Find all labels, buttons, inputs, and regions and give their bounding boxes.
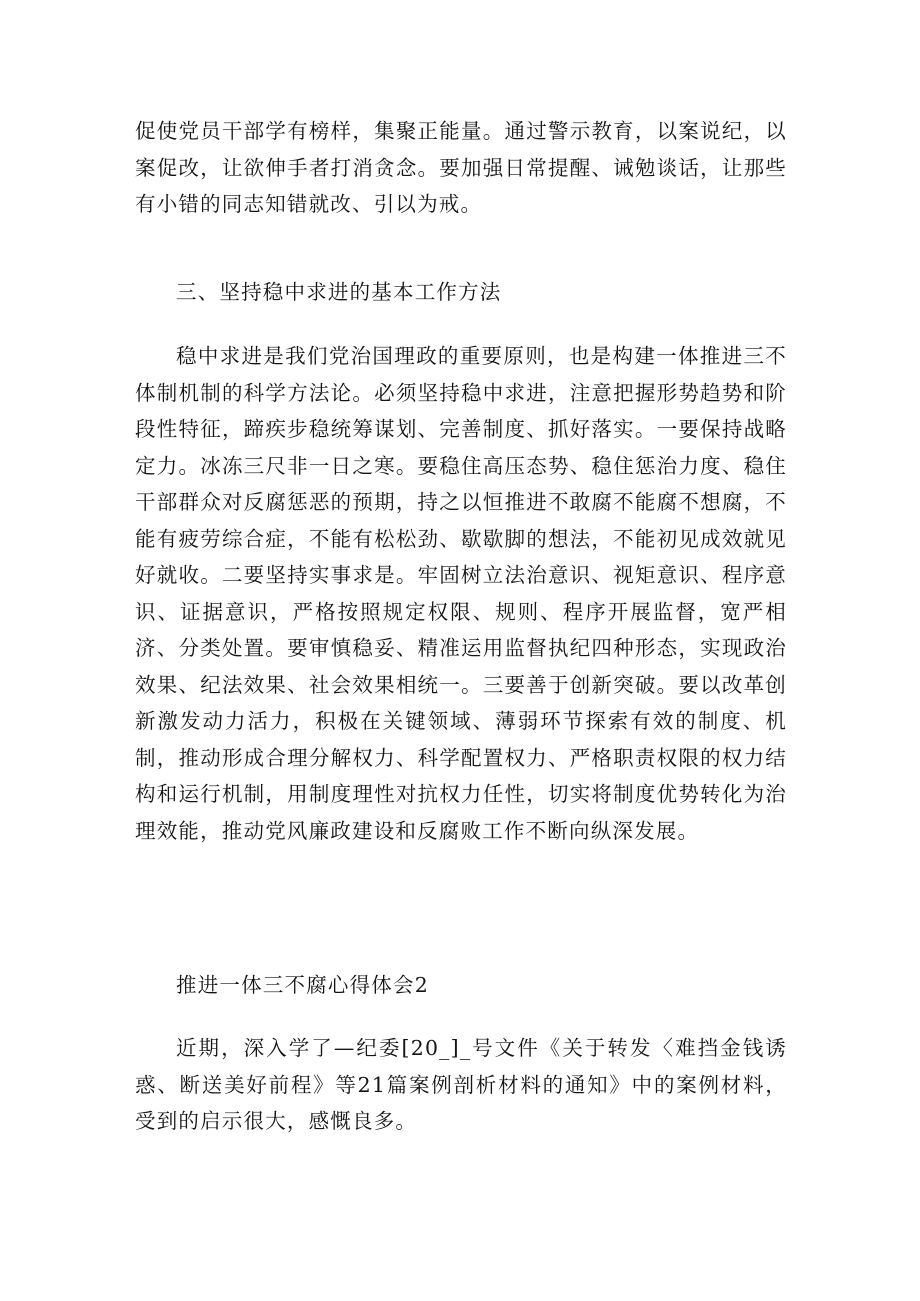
article-title: 推进一体三不腐心得体会2	[176, 973, 429, 997]
article-intro-paragraph: 近期，深入学了—纪委[20_]_号文件《关于转发〈难挡金钱诱惑、断送美好前程》等21篇案例剖析材料的通知》中的案例材料，受到的启示很大，感慨良多。	[135, 1036, 787, 1133]
section-body-paragraph: 稳中求进是我们党治国理政的重要原则，也是构建一体推进三不体制机制的科学方法论。必须坚持稳中求进，注意把握形势趋势和阶段性特征，蹄疾步稳统筹谋划、完善制度、抓好落实。一要保持战略定力。冰冻三尺非一日之寒。要稳住高压态势、稳住惩治力度、稳住干部群众对反腐惩恶的预期，持之以恒推进不敢腐不能腐不想腐，不能有疲劳综合症，不能有松松劲、歇歇脚的想法，不能初见成效就见好就收。二要坚持实事求是。牢固树立法治意识、视矩意识、程序意识、证据意识，严格按照规定权限、规则、程序开展监督，宽严相济、分类处置。要审慎稳妥、精准运用监督执纪四种形态，实现政治效果、纪法效果、社会效果相统一。三要善于创新突破。要以改革创新激发动力活力，积极在关键领域、薄弱环节探索有效的制度、机制，推动形成合理分解权力、科学配置权力、严格职责权限的权力结构和运行机制，用制度理性对抗权力任性，切实将制度优势转化为治理效能，推动党风廉政建设和反腐败工作不断向纵深发展。	[135, 344, 787, 843]
section-heading: 三、坚持稳中求进的基本工作方法	[176, 280, 502, 304]
paragraph-continuation: 促使党员干部学有榜样，集聚正能量。通过警示教育，以案说纪，以案促改，让欲伸手者打消贪念。要加强日常提醒、诫勉谈话，让那些有小错的同志知错就改、引以为戒。	[135, 119, 787, 216]
